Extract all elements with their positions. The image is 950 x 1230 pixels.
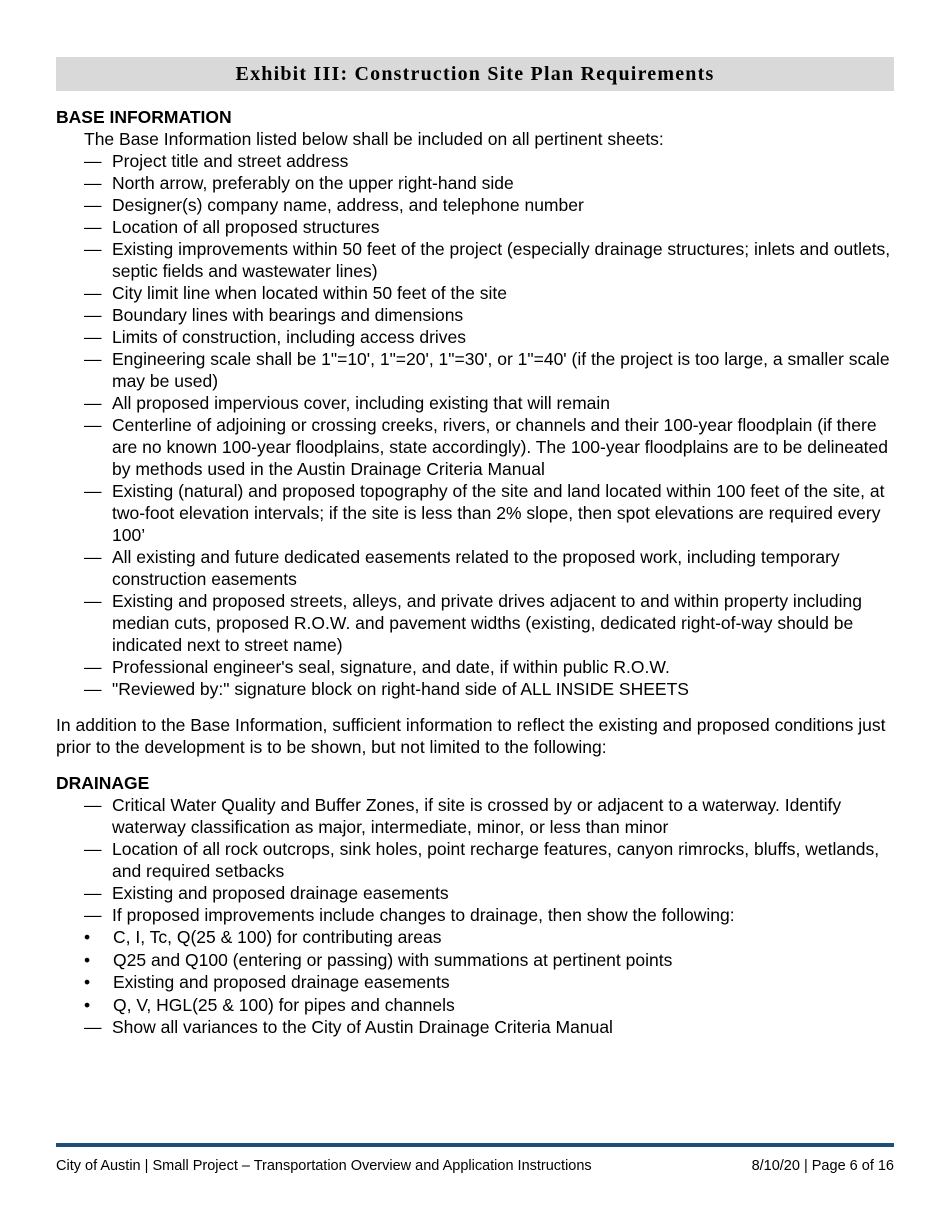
drainage-sub-item-text: Q25 and Q100 (entering or passing) with summations at pertinent points [113,949,673,970]
dash-marker-icon: — [84,327,102,347]
dash-marker-icon: — [84,883,102,903]
dash-marker-icon: — [84,151,102,171]
dash-marker-icon: — [84,217,102,237]
dash-marker-icon: — [84,349,102,369]
base-information-intro: The Base Information listed below shall be included on all pertinent sheets: [84,129,664,149]
drainage-item-text: Show all variances to the City of Austin Drainage Criteria Manual [112,1017,613,1037]
dash-marker-icon: — [84,415,102,435]
base-information-item [84,546,894,590]
base-information-item-text: Boundary lines with bearings and dimensions [112,305,464,325]
additional-information-paragraph: In addition to the Base Information, sufficient information to reflect the existing and proposed conditions just prior to the development is to be shown, but not limited to the following: [56,715,886,757]
dash-marker-icon: — [84,393,102,413]
base-information-item [84,590,894,656]
base-information-item [84,238,894,282]
base-information-item-text: Existing and proposed streets, alleys, and private drives adjacent to and within property including median cuts, proposed R.O.W. and pavement widths (existing, dedicated right-of-way should be indicated next to street name) [112,591,863,655]
drainage-sub-item-text: C, I, Tc, Q(25 & 100) for contributing areas [113,927,442,947]
dash-marker-icon: — [84,657,102,677]
drainage-item-text: Existing and proposed drainage easements [112,883,449,903]
base-information-item-text: All proposed impervious cover, including existing that will remain [112,393,611,413]
base-information-item-text: All existing and future dedicated easements related to the proposed work, including temporary construction easements [112,547,840,589]
base-information-item [84,656,894,678]
base-information-item-text: "Reviewed by:" signature block on right-hand side of ALL INSIDE SHEETS [112,679,689,699]
base-information-item [84,678,894,700]
page-title: Exhibit III: Construction Site Plan Requirements [56,57,894,91]
base-information-item-text: Centerline of adjoining or crossing creeks, rivers, or channels and their 100-year floodplain (if there are no known 100-year floodplains, state accordingly). The 100-year floodplains are to be delineated by methods used in the Austin Drainage Criteria Manual [112,415,888,479]
base-information-item-text: Existing improvements within 50 feet of the project (especially drainage structures; inlets and outlets, septic fields and wastewater lines) [112,239,891,281]
footer-document-title: City of Austin | Small Project – Transportation Overview and Application Instructions [56,1158,592,1174]
base-information-item-text: Designer(s) company name, address, and telephone number [112,195,584,215]
base-information-item-text: Location of all proposed structures [112,217,380,237]
drainage-item [84,794,894,838]
base-information-item [84,216,894,238]
base-information-item-text: Engineering scale shall be 1"=10', 1"=20', 1"=30', or 1"=40' (if the project is too large, a smaller scale may be used) [112,349,890,391]
dash-marker-icon: — [84,905,102,925]
base-information-item [84,304,894,326]
document-page [56,57,894,1038]
dash-marker-icon: — [84,1017,102,1037]
dash-marker-icon: — [84,839,102,859]
base-information-item-text: North arrow, preferably on the upper right-hand side [112,173,514,193]
dash-marker-icon: — [84,679,102,699]
base-information-item-text: City limit line when located within 50 feet of the site [112,283,507,303]
drainage-item [84,838,894,882]
base-information-item-text: Existing (natural) and proposed topography of the site and land located within 100 feet of the site, at two-foot elevation intervals; if the site is less than 2% slope, then spot elevations are required every 100’ [112,481,885,545]
drainage-sub-item-text: Existing and proposed drainage easements [113,972,450,992]
dash-marker-icon: — [84,591,102,611]
base-information-item [84,392,894,414]
section-heading-base-information: BASE INFORMATION [56,107,232,127]
bullet-icon: • [84,927,91,947]
bullet-icon: • [84,994,91,1015]
drainage-item [84,882,894,904]
base-information-item [84,414,894,480]
drainage-list-continued [56,1016,894,1038]
dash-marker-icon: — [84,239,102,259]
base-information-item [84,282,894,304]
base-information-item [84,348,894,392]
dash-marker-icon: — [84,795,102,815]
dash-marker-icon: — [84,195,102,215]
bullet-icon: • [84,972,91,992]
footer-divider [56,1143,894,1147]
drainage-item-text: Critical Water Quality and Buffer Zones, if site is crossed by or adjacent to a waterway. Identify waterway classification as major, intermediate, minor, or less than minor [112,795,842,837]
dash-marker-icon: — [84,173,102,193]
drainage-sub-item-text: Q, V, HGL(25 & 100) for pipes and channels [113,994,455,1015]
drainage-sub-item [84,994,894,1017]
drainage-list [56,794,894,926]
drainage-item-text: Location of all rock outcrops, sink holes, point recharge features, canyon rimrocks, bluffs, wetlands, and required setbacks [112,839,880,881]
dash-marker-icon: — [84,547,102,567]
base-information-item [84,480,894,546]
base-information-list [56,150,894,700]
base-information-item-text: Professional engineer's seal, signature, and date, if within public R.O.W. [112,657,670,677]
base-information-item [84,172,894,194]
drainage-item-text: If proposed improvements include changes to drainage, then show the following: [112,905,735,925]
dash-marker-icon: — [84,305,102,325]
base-information-item [84,326,894,348]
section-heading-drainage: DRAINAGE [56,773,150,793]
dash-marker-icon: — [84,481,102,501]
base-information-item-text: Project title and street address [112,151,349,171]
base-information-item [84,150,894,172]
footer-page-number: 8/10/20 | Page 6 of 16 [751,1158,894,1174]
drainage-sub-item [84,971,894,994]
drainage-sub-item [84,949,894,972]
dash-marker-icon: — [84,283,102,303]
drainage-item [84,904,894,926]
drainage-sub-list [56,926,894,1016]
base-information-item-text: Limits of construction, including access drives [112,327,467,347]
base-information-item [84,194,894,216]
drainage-sub-item [84,926,894,949]
drainage-item [84,1016,894,1038]
bullet-icon: • [84,949,91,970]
page-footer [56,1143,894,1174]
